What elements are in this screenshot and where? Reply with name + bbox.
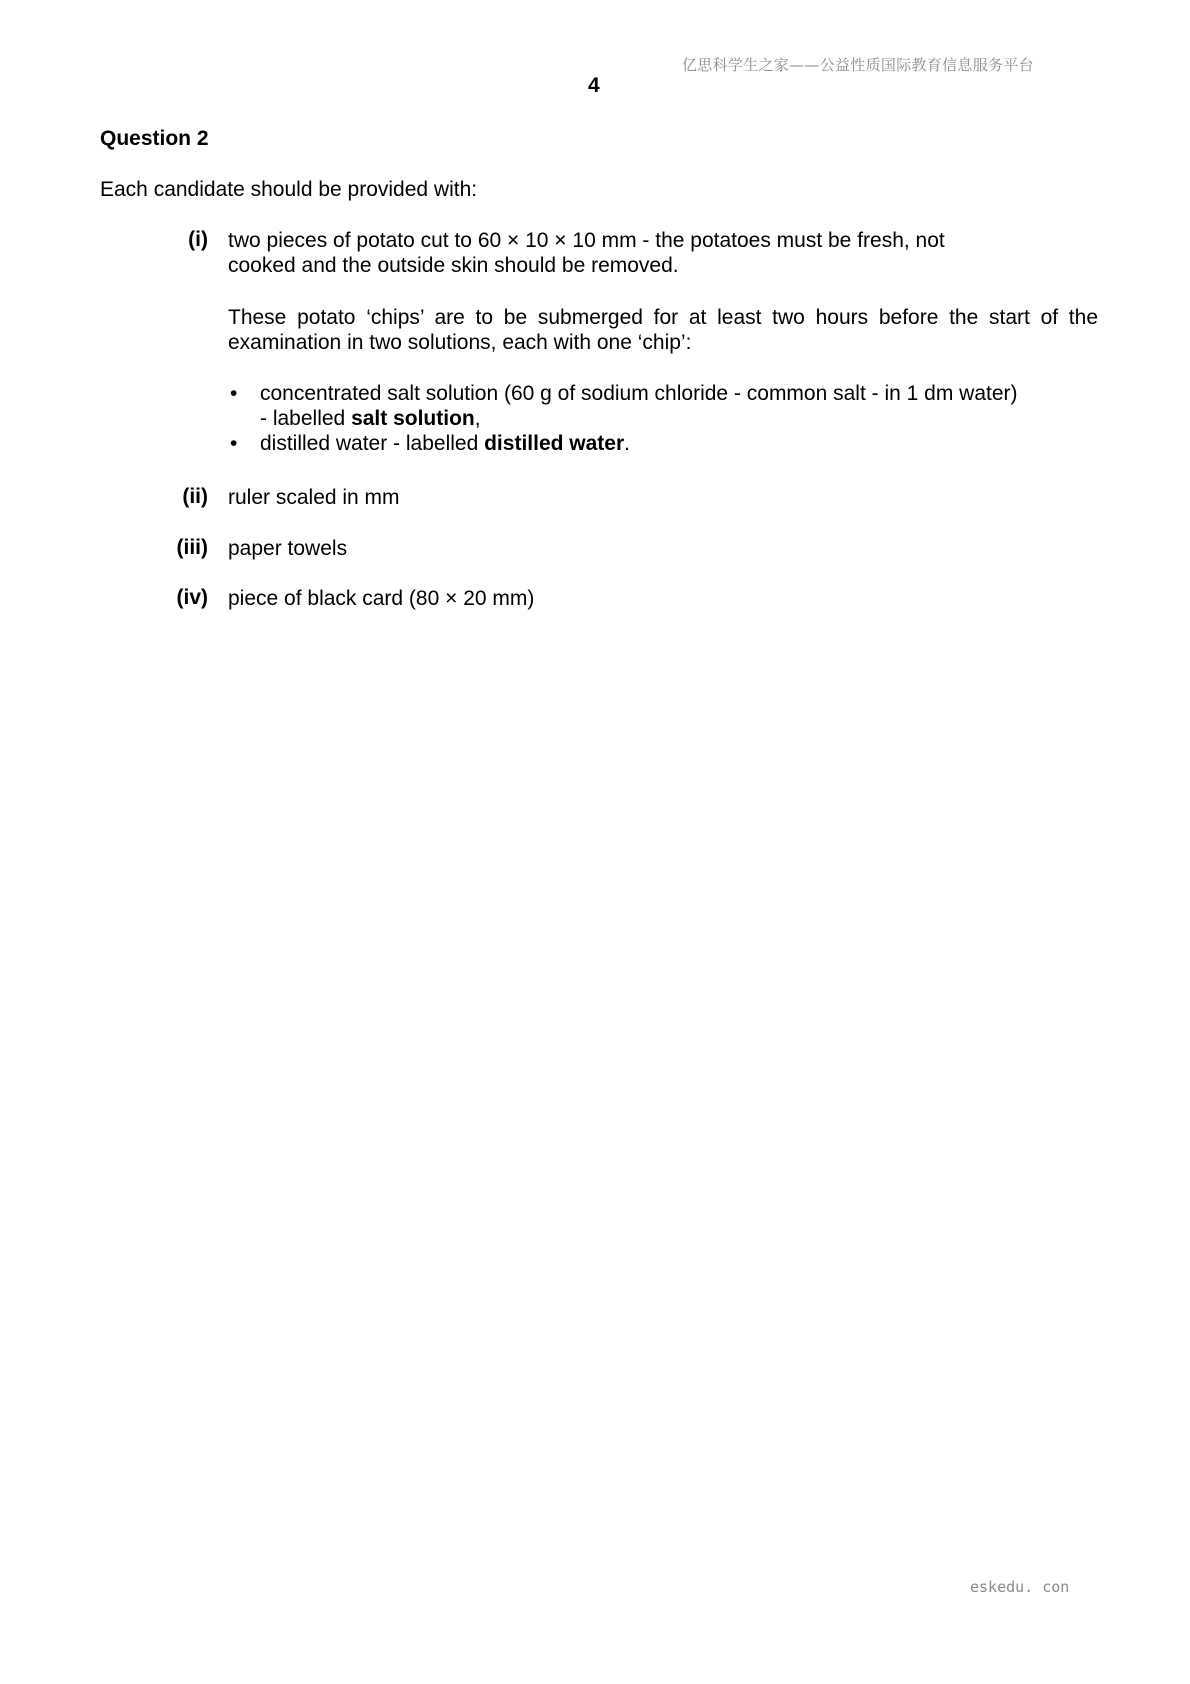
question-title: Question 2 <box>100 127 209 150</box>
list-item <box>228 431 1018 456</box>
salt-solution-line-1: concentrated salt solution (60 g of sodium chloride - common salt - in 1 dm water) <box>260 382 1018 405</box>
item-i-paragraph-line-1: These potato ‘chips’ are to be submerged for at least two hours before the start of the <box>228 306 1098 329</box>
item-ii-text: ruler scaled in mm <box>228 486 400 509</box>
distilled-water-prefix: distilled water - labelled <box>260 432 485 455</box>
page-number: 4 <box>588 74 600 97</box>
bullet-icon: • <box>230 432 238 455</box>
solution-list <box>228 381 1018 456</box>
distilled-water-label: distilled water <box>484 432 625 455</box>
salt-solution-line-2 <box>260 406 1018 431</box>
salt-solution-prefix: - labelled <box>260 407 352 430</box>
distilled-water-suffix: . <box>624 432 630 455</box>
item-iii-text: paper towels <box>228 537 348 560</box>
item-i-line-2: cooked and the outside skin should be removed. <box>228 254 679 277</box>
item-iv-label: (iv) <box>176 586 208 609</box>
item-ii-label: (ii) <box>182 485 208 508</box>
item-i-label: (i) <box>188 228 208 251</box>
list-item <box>228 381 1018 431</box>
distilled-water-line <box>260 431 1018 456</box>
question-intro: Each candidate should be provided with: <box>100 178 478 201</box>
header-watermark: 亿思科学生之家——公益性质国际教育信息服务平台 <box>682 56 1034 74</box>
bullet-icon: • <box>230 382 238 405</box>
item-i-paragraph <box>228 305 1098 355</box>
footer-watermark: eskedu. con <box>970 1578 1070 1596</box>
item-i-paragraph-line-2: examination in two solutions, each with one ‘chip’: <box>228 331 692 354</box>
item-iv-text: piece of black card (80 × 20 mm) <box>228 587 535 610</box>
salt-solution-label: salt solution <box>351 407 475 430</box>
salt-solution-suffix: , <box>474 407 481 430</box>
item-i-text <box>228 228 945 278</box>
item-iii-label: (iii) <box>176 536 208 559</box>
item-i-line-1: two pieces of potato cut to 60 × 10 × 10 mm - the potatoes must be fresh, not <box>228 229 945 252</box>
